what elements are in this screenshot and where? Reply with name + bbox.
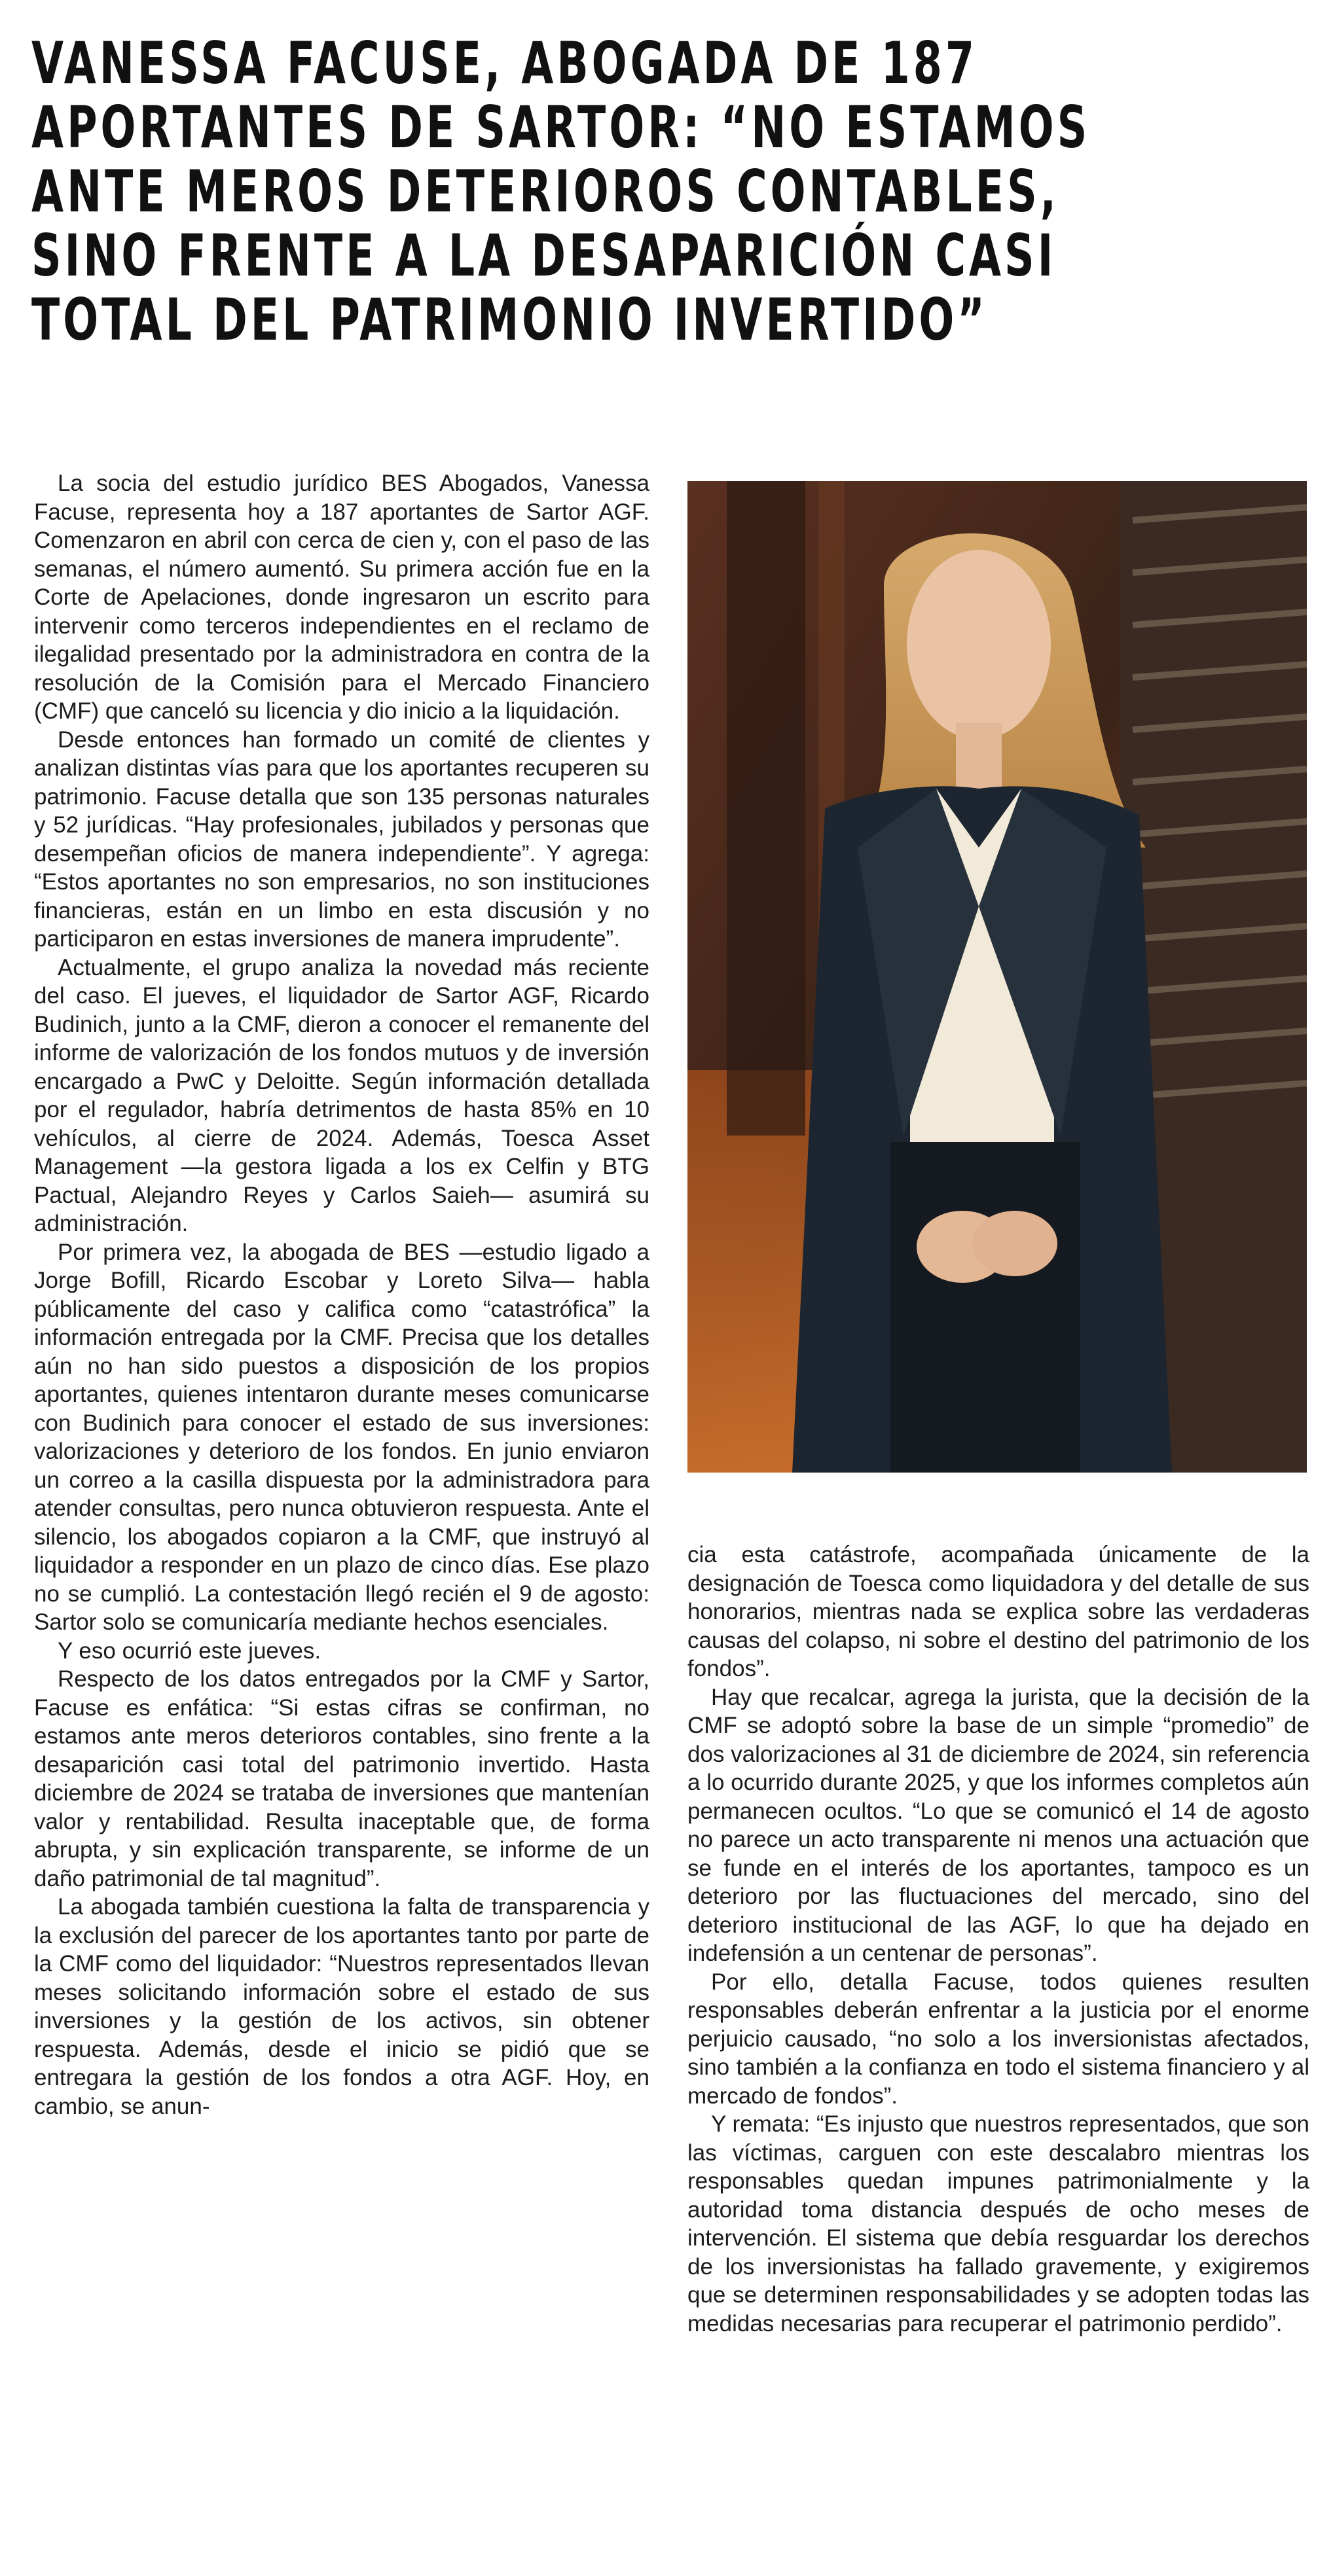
headline-line: ANTE MEROS DETERIOROS CONTABLES, [31, 158, 1059, 225]
headline [31, 29, 1091, 353]
article-paragraph: cia esta catástrofe, acompañada únicamente de la designación de Toesca como liquidadora y del detalle de sus honorarios, mientras nada se explica sobre las verdaderas causas del colapso, ni sobre el destino del patrimonio de los fondos”. [687, 1542, 1309, 1681]
article-column-right [687, 1541, 1309, 2338]
headline-line: TOTAL DEL PATRIMONIO INVERTIDO” [31, 286, 988, 353]
article-paragraph: Y eso ocurrió este jueves. [58, 1637, 321, 1664]
headline-line: APORTANTES DE SARTOR: “NO ESTAMOS [31, 94, 1091, 161]
article-column-left [34, 469, 649, 2120]
article-paragraph: Desde entonces han formado un comité de clientes y analizan distintas vías para que los aportantes recuperen su patrimonio. Facuse detalla que son 135 personas naturales y 52 jurídicas. “Hay profesionales, jubilados y personas que desempeñan oficios de manera independiente”. Y agrega: “Estos aportantes no son empresarios, no son instituciones financieras, están en un limbo en esta discusión y no participaron en estas inversiones de manera imprudente”. [34, 726, 649, 952]
article-paragraph: Y remata: “Es injusto que nuestros representados, que son las víctimas, carguen con este descalabro mientras los responsables quedan impunes patrimonialmente y la autoridad toma distancia después de ocho meses de intervención. El sistema que debía resguardar los derechos de los inversionistas ha fallado gravemente, y exigiremos que se determinen responsabilidades y se adopten todas las medidas necesarias para recuperar el patrimonio perdido”. [687, 2111, 1309, 2336]
article-paragraph: La abogada también cuestiona la falta de transparencia y la exclusión del parecer de los aportantes tanto por parte de la CMF como del liquidador: “Nuestros representados llevan meses solicitando información sobre el estado de sus inversiones y la gestión de los activos, sin obtener respuesta. Además, desde el inicio se pidió que se entregara la gestión de los fondos a otra AGF. Hoy, en cambio, se anun- [34, 1894, 649, 2119]
headline-line: VANESSA FACUSE, ABOGADA DE 187 [31, 29, 977, 97]
article-paragraph: La socia del estudio jurídico BES Abogados, Vanessa Facuse, representa hoy a 187 aportantes de Sartor AGF. Comenzaron en abril con cerca de cien y, con el paso de las semanas, el número aumentó. Su primera acción fue en la Corte de Apelaciones, donde ingresaron un escrito para intervenir como terceros independientes en el reclamo de ilegalidad presentado por la administradora en contra de la resolución de la Comisión para el Mercado Financiero (CMF) que canceló su licencia y dio inicio a la liquidación. [34, 471, 649, 724]
headline-line: SINO FRENTE A LA DESAPARICIÓN CASI [31, 222, 1057, 289]
article-paragraph: Por ello, detalla Facuse, todos quienes resulten responsables deberán enfrentar a la justicia por el enorme perjuicio causado, “no solo a los inversionistas afectados, sino también a la confianza en todo el sistema financiero y al mercado de fondos”. [687, 1969, 1309, 2109]
article-paragraph: Respecto de los datos entregados por la CMF y Sartor, Facuse es enfática: “Si estas cifras se confirman, no estamos ante meros deterioros contables, sino frente a la desaparición casi total del patrimonio invertido. Hasta diciembre de 2024 se trataba de inversiones que mantenían valor y rentabilidad. Resulta inaceptable que, de forma abrupta, y sin explicación transparente, se informe de un daño patrimonial de tal magnitud”. [34, 1666, 649, 1891]
portrait-photo [687, 481, 1307, 1473]
article-paragraph: Hay que recalcar, agrega la jurista, que la decisión de la CMF se adoptó sobre la base de un simple “promedio” de dos valorizaciones al 31 de diciembre de 2024, sin referencia a lo ocurrido durante 2025, y que los informes completos aún permanecen ocultos. “Lo que se comunicó el 14 de agosto no parece un acto transparente ni menos una actuación que se funde en el interés de los aportantes, tampoco es un deterioro por las fluctuaciones del mercado, sino del deterioro institucional de las AGF, lo que ha dejado en indefensión a un centenar de personas”. [687, 1684, 1309, 1966]
article-paragraph: Por primera vez, la abogada de BES —estudio ligado a Jorge Bofill, Ricardo Escobar y Loreto Silva— habla públicamente del caso y califica como “catastrófica” la información entregada por la CMF. Precisa que los detalles aún no han sido puestos a disposición de los propios aportantes, quienes intentaron durante meses comunicarse con Budinich para conocer el estado de sus inversiones: valorizaciones y deterioro de los fondos. En junio enviaron un correo a la casilla dispuesta por la administradora para atender consultas, pero nunca obtuvieron respuesta. Ante el silencio, los abogados copiaron a la CMF, que instruyó al liquidador a responder en un plazo de cinco días. Ese plazo no se cumplió. La contestación llegó recién el 9 de agosto: Sartor solo se comunicaría mediante hechos esenciales. [34, 1239, 649, 1635]
article-paragraph: Actualmente, el grupo analiza la novedad más reciente del caso. El jueves, el liquidador de Sartor AGF, Ricardo Budinich, junto a la CMF, dieron a conocer el remanente del informe de valorización de los fondos mutuos y de inversión encargado a PwC y Deloitte. Según información detallada por el regulador, habría detrimentos de hasta 85% en 10 vehículos, al cierre de 2024. Además, Toesca Asset Management —la gestora ligada a los ex Celfin y BTG Pactual, Alejandro Reyes y Carlos Saieh— asumirá su administración. [34, 954, 649, 1236]
